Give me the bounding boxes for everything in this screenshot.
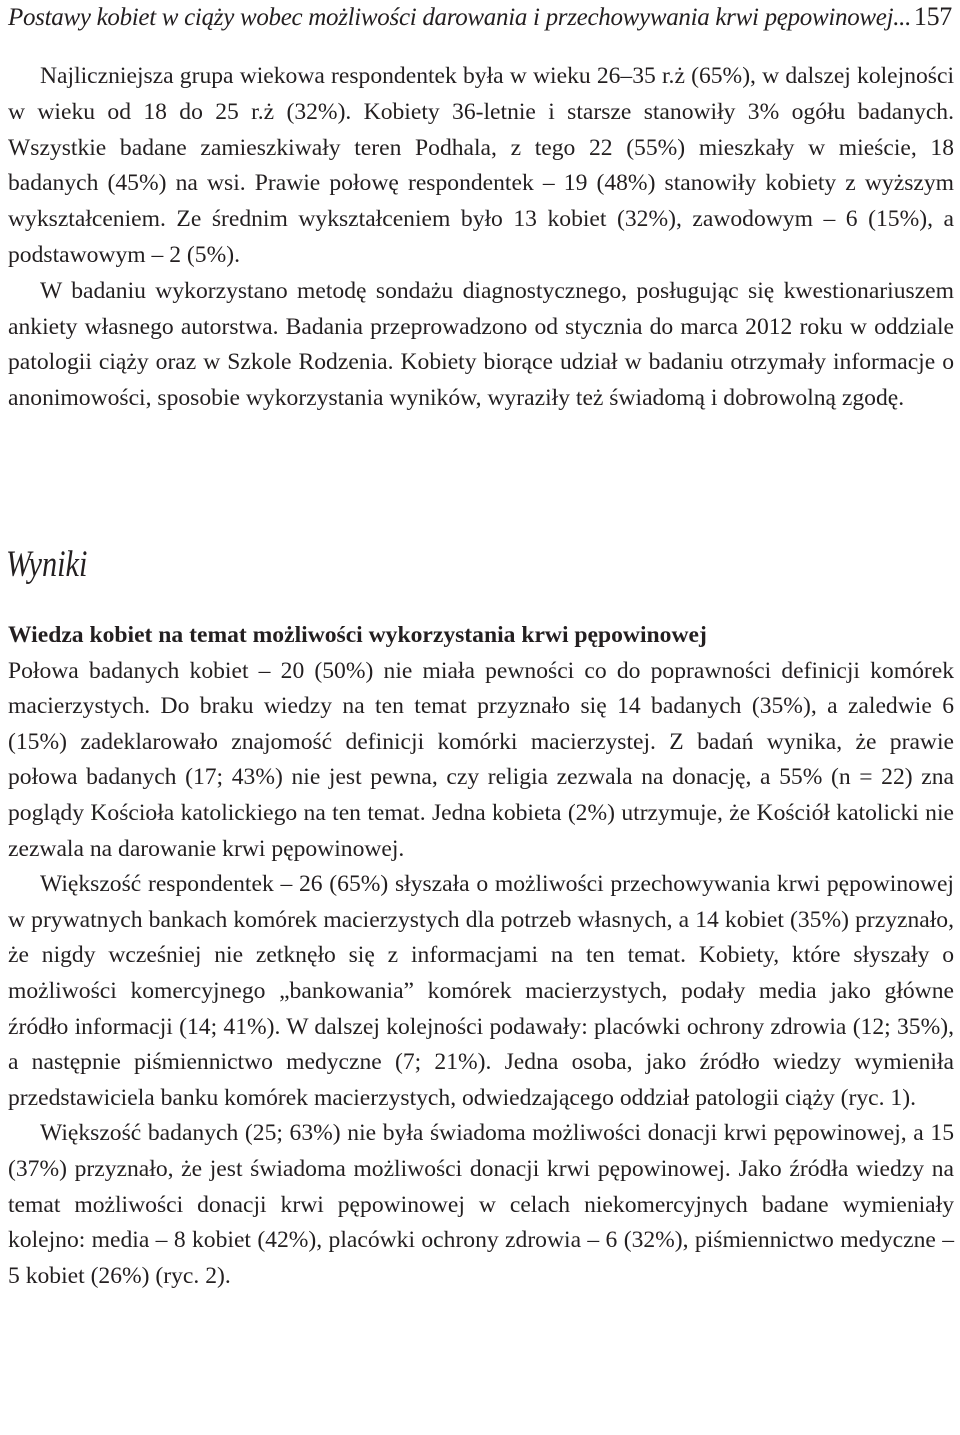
running-head-title: Postawy kobiet w ciąży wobec możliwości darowania i przechowywania krwi pępowinowej...: [8, 4, 912, 31]
running-head: [8, 2, 952, 42]
methods-text: [8, 59, 954, 417]
section-title: Wyniki: [6, 544, 88, 585]
results-subheading: Wiedza kobiet na temat możliwości wykorzystania krwi pępowinowej: [8, 622, 707, 648]
methods-paragraph-1: Najliczniejsza grupa wiekowa respondentek była w wieku 26–35 r.ż (65%), w dalszej kolejności w wieku od 18 do 25 r.ż (32%). Kobiety 36-letnie i starsze stanowiły 3% ogółu badanych. Wszystkie badane zamieszkiwały teren Podhala, z tego 22 (55%) mieszkały w mieście, 18 badanych (45%) na wsi. Prawie połowę respondentek – 19 (48%) stanowiły kobiety z wyższym wykształceniem. Ze średnim wykształceniem było 13 kobiet (32%), zawodowym – 6 (15%), a podstawowym – 2 (5%).: [8, 63, 954, 268]
page-number: 157: [913, 2, 952, 31]
results-paragraph-1: Połowa badanych kobiet – 20 (50%) nie miała pewności co do poprawności definicji komórek macierzystych. Do braku wiedzy na ten temat przyznało się 14 badanych (35%), a zaledwie 6 (15%) zadeklarowało znajomość definicji komórki macierzystej. Z badań wynika, że prawie połowa badanych (17; 43%) nie jest pewna, czy religia zezwala na donację, a 55% (n = 22) zna poglądy Kościoła katolickiego na ten temat. Jedna kobieta (2%) utrzymuje, że Kościół katolicki nie zezwala na darowanie krwi pępowinowej.: [8, 657, 954, 862]
results-paragraph-3: Większość badanych (25; 63%) nie była świadoma możliwości donacji krwi pępowinowej, a 15 (37%) przyznało, że jest świadoma możliwości donacji krwi pępowinowej. Jako źródła wiedzy na temat możliwości donacji krwi pępowinowej w celach niekomercyjnych badane wymieniały kolejno: media – 8 kobiet (42%), placówki ochrony zdrowia – 6 (32%), piśmiennictwo medyczne – 5 kobiet (26%) (ryc. 2).: [8, 1120, 954, 1289]
results-text: [8, 618, 954, 1294]
methods-paragraph-2: W badaniu wykorzystano metodę sondażu diagnostycznego, posługując się kwestionariuszem ankiety własnego autorstwa. Badania przeprowadzono od stycznia do marca 2012 roku w oddziale patologii ciąży oraz w Szkole Rodzenia. Kobiety biorące udział w badaniu otrzymały informacje o anonimowości, sposobie wykorzystania wyników, wyraziły też świadomą i dobrowolną zgodę.: [8, 277, 954, 412]
results-paragraph-2: Większość respondentek – 26 (65%) słyszała o możliwości przechowywania krwi pępowinowej w prywatnych bankach komórek macierzystych dla potrzeb własnych, a 14 kobiet (35%) przyznało, że nigdy wcześniej nie zetknęło się z informacjami na ten temat. Kobiety, które słyszały o możliwości komercyjnego „bankowania” komórek macierzystych, podały media jako główne źródło informacji (14; 41%). W dalszej kolejności podawały: placówki ochrony zdrowia (12; 35%), a następnie piśmiennictwo medyczne (7; 21%). Jedna osoba, jako źródło wiedzy wymieniła przedstawiciela banku komórek macierzystych, odwiedzającego oddział patologii ciąży (ryc. 1).: [8, 871, 954, 1111]
